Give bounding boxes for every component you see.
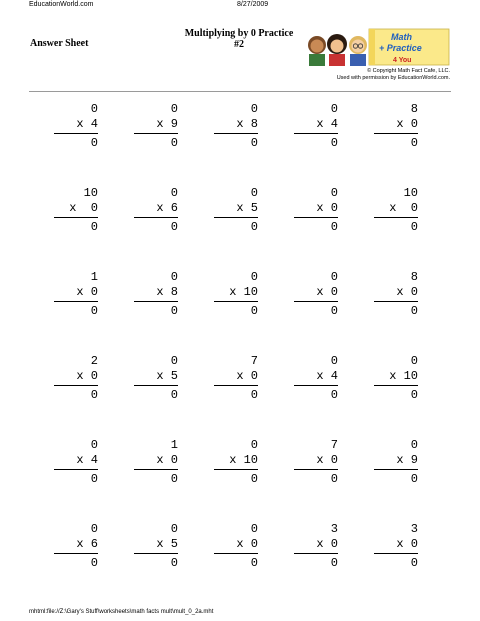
problem-multiplier: x 8 <box>156 285 178 299</box>
problem-top-number: 0 <box>170 354 178 368</box>
problem-multiplier: x 5 <box>156 537 178 551</box>
problem-item <box>360 350 440 434</box>
problem-answer: 0 <box>330 472 338 486</box>
problem-answer: 0 <box>330 220 338 234</box>
problem-answer: 0 <box>330 556 338 570</box>
problem-top-number: 0 <box>330 102 338 116</box>
problem-stack <box>54 438 98 487</box>
problem-multiplier: x 0 <box>316 201 338 215</box>
problem-multiplier: x 4 <box>316 117 338 131</box>
problem-top-number: 0 <box>90 102 98 116</box>
problem-item <box>280 434 360 518</box>
problem-stack <box>294 186 338 235</box>
header-divider <box>29 91 451 92</box>
problem-multiplier: x 9 <box>156 117 178 131</box>
problem-item <box>280 518 360 602</box>
problem-top-number: 7 <box>250 354 258 368</box>
answer-bar <box>134 217 178 218</box>
answer-bar <box>374 469 418 470</box>
problem-item <box>360 266 440 350</box>
problem-multiplier: x 0 <box>236 369 258 383</box>
kids-illustration <box>308 34 367 66</box>
problem-multiplier: x 10 <box>389 369 418 383</box>
problem-answer: 0 <box>410 220 418 234</box>
problem-top-number: 7 <box>330 438 338 452</box>
problem-answer: 0 <box>250 388 258 402</box>
problem-item <box>200 434 280 518</box>
problem-answer: 0 <box>170 304 178 318</box>
problem-top-number: 0 <box>250 522 258 536</box>
title-line-1: Multiplying by 0 Practice <box>184 28 294 39</box>
problem-item <box>280 182 360 266</box>
problem-stack <box>214 270 258 319</box>
site-name: EducationWorld.com <box>29 1 94 8</box>
problem-item <box>200 518 280 602</box>
problem-answer: 0 <box>250 220 258 234</box>
problem-answer: 0 <box>410 304 418 318</box>
problem-top-number: 10 <box>403 186 418 200</box>
problem-stack <box>214 354 258 403</box>
problem-multiplier: x 6 <box>76 537 98 551</box>
problem-stack <box>134 102 178 151</box>
problem-top-number: 1 <box>90 270 98 284</box>
problem-stack <box>134 354 178 403</box>
answer-bar <box>374 133 418 134</box>
problem-stack <box>134 438 178 487</box>
problem-answer: 0 <box>170 220 178 234</box>
problem-answer: 0 <box>250 556 258 570</box>
problem-stack <box>294 438 338 487</box>
problem-answer: 0 <box>250 472 258 486</box>
problem-stack <box>214 102 258 151</box>
problem-top-number: 8 <box>410 270 418 284</box>
problem-stack <box>294 102 338 151</box>
problem-grid <box>40 98 440 578</box>
title-line-2: #2 <box>234 39 244 50</box>
problem-stack <box>214 522 258 571</box>
problem-item <box>280 350 360 434</box>
answer-bar <box>54 133 98 134</box>
problem-stack <box>214 186 258 235</box>
problem-top-number: 0 <box>250 186 258 200</box>
problem-multiplier: x 6 <box>156 201 178 215</box>
answer-bar <box>134 301 178 302</box>
problem-item <box>360 98 440 182</box>
problem-answer: 0 <box>170 136 178 150</box>
logo-text-line-2: + Practice <box>379 43 422 53</box>
problem-top-number: 0 <box>170 522 178 536</box>
problem-answer: 0 <box>90 472 98 486</box>
problem-item <box>120 98 200 182</box>
problem-answer: 0 <box>170 556 178 570</box>
answer-bar <box>214 133 258 134</box>
problem-multiplier: x 8 <box>236 117 258 131</box>
problem-top-number: 0 <box>330 354 338 368</box>
problem-item <box>40 518 120 602</box>
problem-top-number: 0 <box>90 522 98 536</box>
problem-top-number: 0 <box>410 438 418 452</box>
problem-multiplier: x 0 <box>396 117 418 131</box>
problem-stack <box>134 186 178 235</box>
problem-item <box>40 350 120 434</box>
problem-stack <box>54 186 98 235</box>
problem-answer: 0 <box>410 388 418 402</box>
problem-multiplier: x 0 <box>76 369 98 383</box>
copyright-line-1: © Copyright Math Fact Cafe, LLC. <box>367 68 450 74</box>
problem-answer: 0 <box>90 556 98 570</box>
problem-top-number: 0 <box>410 354 418 368</box>
problem-top-number: 0 <box>170 270 178 284</box>
problem-item <box>360 182 440 266</box>
problem-answer: 0 <box>170 388 178 402</box>
answer-bar <box>54 301 98 302</box>
problem-answer: 0 <box>250 136 258 150</box>
problem-multiplier: x 0 <box>316 453 338 467</box>
problem-item <box>40 182 120 266</box>
problem-answer: 0 <box>90 388 98 402</box>
problem-top-number: 3 <box>330 522 338 536</box>
problem-answer: 0 <box>90 136 98 150</box>
problem-stack <box>374 438 418 487</box>
problem-stack <box>54 354 98 403</box>
answer-bar <box>214 217 258 218</box>
problem-answer: 0 <box>410 472 418 486</box>
problem-multiplier: x 0 <box>396 285 418 299</box>
problem-item <box>200 182 280 266</box>
problem-top-number: 3 <box>410 522 418 536</box>
problem-item <box>40 266 120 350</box>
problem-top-number: 1 <box>170 438 178 452</box>
problem-multiplier: x 0 <box>316 537 338 551</box>
problem-item <box>40 434 120 518</box>
answer-bar <box>374 217 418 218</box>
answer-bar <box>294 553 338 554</box>
answer-bar <box>134 385 178 386</box>
answer-bar <box>54 217 98 218</box>
answer-bar <box>294 385 338 386</box>
problem-stack <box>54 522 98 571</box>
problem-item <box>120 182 200 266</box>
problem-answer: 0 <box>170 472 178 486</box>
math-practice-logo <box>303 28 451 66</box>
answer-bar <box>214 469 258 470</box>
answer-bar <box>374 553 418 554</box>
problem-stack <box>134 270 178 319</box>
problem-item <box>360 518 440 602</box>
problem-item <box>280 266 360 350</box>
answer-bar <box>294 133 338 134</box>
problem-top-number: 0 <box>330 186 338 200</box>
problem-answer: 0 <box>410 136 418 150</box>
problem-stack <box>54 102 98 151</box>
problem-stack <box>374 354 418 403</box>
problem-multiplier: x 4 <box>76 117 98 131</box>
logo-text-line-3: 4 You <box>393 57 412 64</box>
problem-multiplier: x 0 <box>236 537 258 551</box>
problem-item <box>200 98 280 182</box>
problem-item <box>40 98 120 182</box>
problem-item <box>200 266 280 350</box>
problem-multiplier: x 10 <box>229 453 258 467</box>
problem-top-number: 0 <box>330 270 338 284</box>
problem-item <box>120 266 200 350</box>
problem-answer: 0 <box>250 304 258 318</box>
problem-item <box>200 350 280 434</box>
problem-item <box>120 434 200 518</box>
problem-stack <box>374 270 418 319</box>
answer-bar <box>214 553 258 554</box>
notepad-graphic <box>369 29 449 65</box>
problem-top-number: 0 <box>250 438 258 452</box>
answer-bar <box>294 217 338 218</box>
problem-top-number: 2 <box>90 354 98 368</box>
print-date: 8/27/2009 <box>237 1 269 8</box>
problem-multiplier: x 9 <box>396 453 418 467</box>
answer-sheet-label: Answer Sheet <box>30 38 89 49</box>
problem-stack <box>294 270 338 319</box>
copyright-notice <box>337 68 450 82</box>
problem-answer: 0 <box>330 304 338 318</box>
problem-multiplier: x 4 <box>76 453 98 467</box>
problem-answer: 0 <box>90 220 98 234</box>
problem-multiplier: x 0 <box>76 285 98 299</box>
problem-multiplier: x 0 <box>69 201 98 215</box>
problem-top-number: 0 <box>250 102 258 116</box>
problem-stack <box>374 186 418 235</box>
problem-top-number: 8 <box>410 102 418 116</box>
problem-stack <box>294 354 338 403</box>
answer-bar <box>374 301 418 302</box>
problem-answer: 0 <box>90 304 98 318</box>
answer-bar <box>214 301 258 302</box>
answer-bar <box>294 301 338 302</box>
answer-bar <box>134 469 178 470</box>
answer-bar <box>214 385 258 386</box>
worksheet-title <box>168 28 310 50</box>
problem-multiplier: x 0 <box>316 285 338 299</box>
problem-multiplier: x 5 <box>236 201 258 215</box>
problem-item <box>120 350 200 434</box>
answer-bar <box>54 469 98 470</box>
problem-top-number: 10 <box>83 186 98 200</box>
problem-top-number: 0 <box>250 270 258 284</box>
problem-stack <box>374 522 418 571</box>
logo-text-line-1: Math <box>391 32 412 42</box>
problem-multiplier: x 0 <box>389 201 418 215</box>
answer-bar <box>294 469 338 470</box>
answer-bar <box>134 133 178 134</box>
problem-top-number: 0 <box>90 438 98 452</box>
problem-stack <box>374 102 418 151</box>
answer-bar <box>54 553 98 554</box>
answer-bar <box>134 553 178 554</box>
problem-stack <box>214 438 258 487</box>
problem-top-number: 0 <box>170 186 178 200</box>
problem-top-number: 0 <box>170 102 178 116</box>
problem-answer: 0 <box>330 136 338 150</box>
answer-bar <box>374 385 418 386</box>
answer-bar <box>54 385 98 386</box>
problem-stack <box>134 522 178 571</box>
problem-item <box>360 434 440 518</box>
problem-stack <box>54 270 98 319</box>
problem-item <box>280 98 360 182</box>
copyright-line-2: Used with permission by EducationWorld.com. <box>336 75 450 81</box>
problem-multiplier: x 4 <box>316 369 338 383</box>
problem-answer: 0 <box>330 388 338 402</box>
problem-item <box>120 518 200 602</box>
problem-stack <box>294 522 338 571</box>
problem-multiplier: x 0 <box>156 453 178 467</box>
problem-multiplier: x 5 <box>156 369 178 383</box>
file-path-footer: mhtml:file://Z:\Gary's Stuff\worksheets\math facts mult\mult_0_2a.mht <box>29 609 214 615</box>
problem-multiplier: x 0 <box>396 537 418 551</box>
problem-answer: 0 <box>410 556 418 570</box>
problem-multiplier: x 10 <box>229 285 258 299</box>
